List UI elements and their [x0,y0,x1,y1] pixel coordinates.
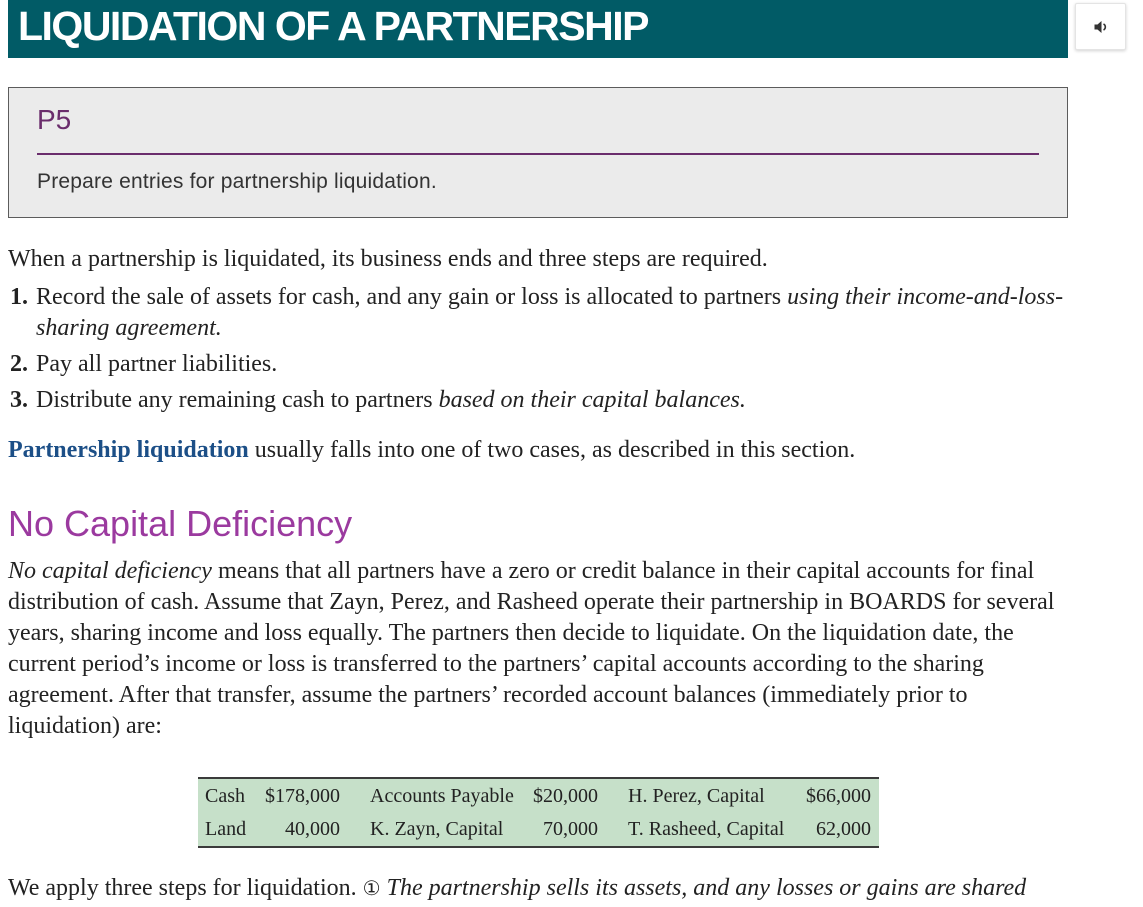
list-item [8,282,1074,344]
step-emphasis: based on their capital balances. [438,387,746,413]
closing-emphasis: The partnership sells its assets, and any losses or gains are shared [386,875,1027,901]
section-text: means that all partners have a zero or credit balance in their capital accounts for final distribution of cash. Assume that Zayn, Perez, and Rasheed operate their partnership in BOARDS for several years, sharing income and loss equally. The partners then decide to liquidate. On the liquidation date, the current period’s income or loss is transferred to the partners’ capital accounts according to the sharing agreement. After that transfer, assume the partners’ recorded account balances (immediately prior to liquidation) are: [8,558,1055,739]
table-row [205,813,871,846]
objective-code: P5 [37,104,72,135]
amount-cell: 70,000 [543,818,598,840]
chapter-header [8,0,1068,58]
objective-text: Prepare entries for partnership liquidation. [37,170,437,193]
table-row [205,779,871,813]
account-name-cell: Cash [205,785,245,807]
section-paragraph [8,556,1074,742]
circled-step-marker: ① [362,876,381,900]
account-name-cell: Land [205,818,247,840]
amount-cell: $20,000 [533,785,598,807]
amount-cell: 40,000 [285,818,340,840]
glossary-term-link[interactable]: Partnership liquidation [8,437,249,463]
chapter-title: LIQUIDATION OF A PARTNERSHIP [18,3,648,49]
objective-divider [37,153,1039,155]
sound-wave [1104,24,1105,29]
step-number: 1. [10,284,28,310]
audio-button[interactable] [1075,3,1126,50]
step-text: Record the sale of assets for cash, and any gain or loss is allocated to partners [36,284,788,310]
list-item [8,385,1074,416]
amount-cell: 62,000 [816,818,871,840]
step-emphasis: using their income-and-loss-sharing agreement. [36,284,1064,341]
cases-paragraph [8,435,1074,466]
closing-text: We apply three steps for liquidation. [8,875,363,901]
speaker-icon [1093,19,1109,35]
intro-paragraph: When a partnership is liquidated, its business ends and three steps are required. [8,246,768,272]
account-name-cell: K. Zayn, Capital [370,818,504,840]
cases-text: usually falls into one of two cases, as described in this section. [248,437,856,463]
step-number: 2. [10,351,28,377]
step-number: 3. [10,387,28,413]
amount-cell: $178,000 [265,785,340,807]
defined-term: No capital deficiency [8,558,212,584]
account-name-cell: H. Perez, Capital [628,785,765,807]
account-name-cell: Accounts Payable [370,785,514,807]
account-name-cell: T. Rasheed, Capital [628,818,785,840]
step-text: Pay all partner liabilities. [36,351,278,377]
learning-objective-box [8,87,1068,218]
list-item [8,349,1074,380]
account-balances-table [198,777,879,848]
liquidation-steps-list [8,282,1074,421]
step-text: Distribute any remaining cash to partners [36,387,439,413]
amount-cell: $66,000 [806,785,871,807]
speaker-body [1094,21,1101,33]
closing-paragraph [8,873,1074,904]
section-heading: No Capital Deficiency [8,503,353,544]
